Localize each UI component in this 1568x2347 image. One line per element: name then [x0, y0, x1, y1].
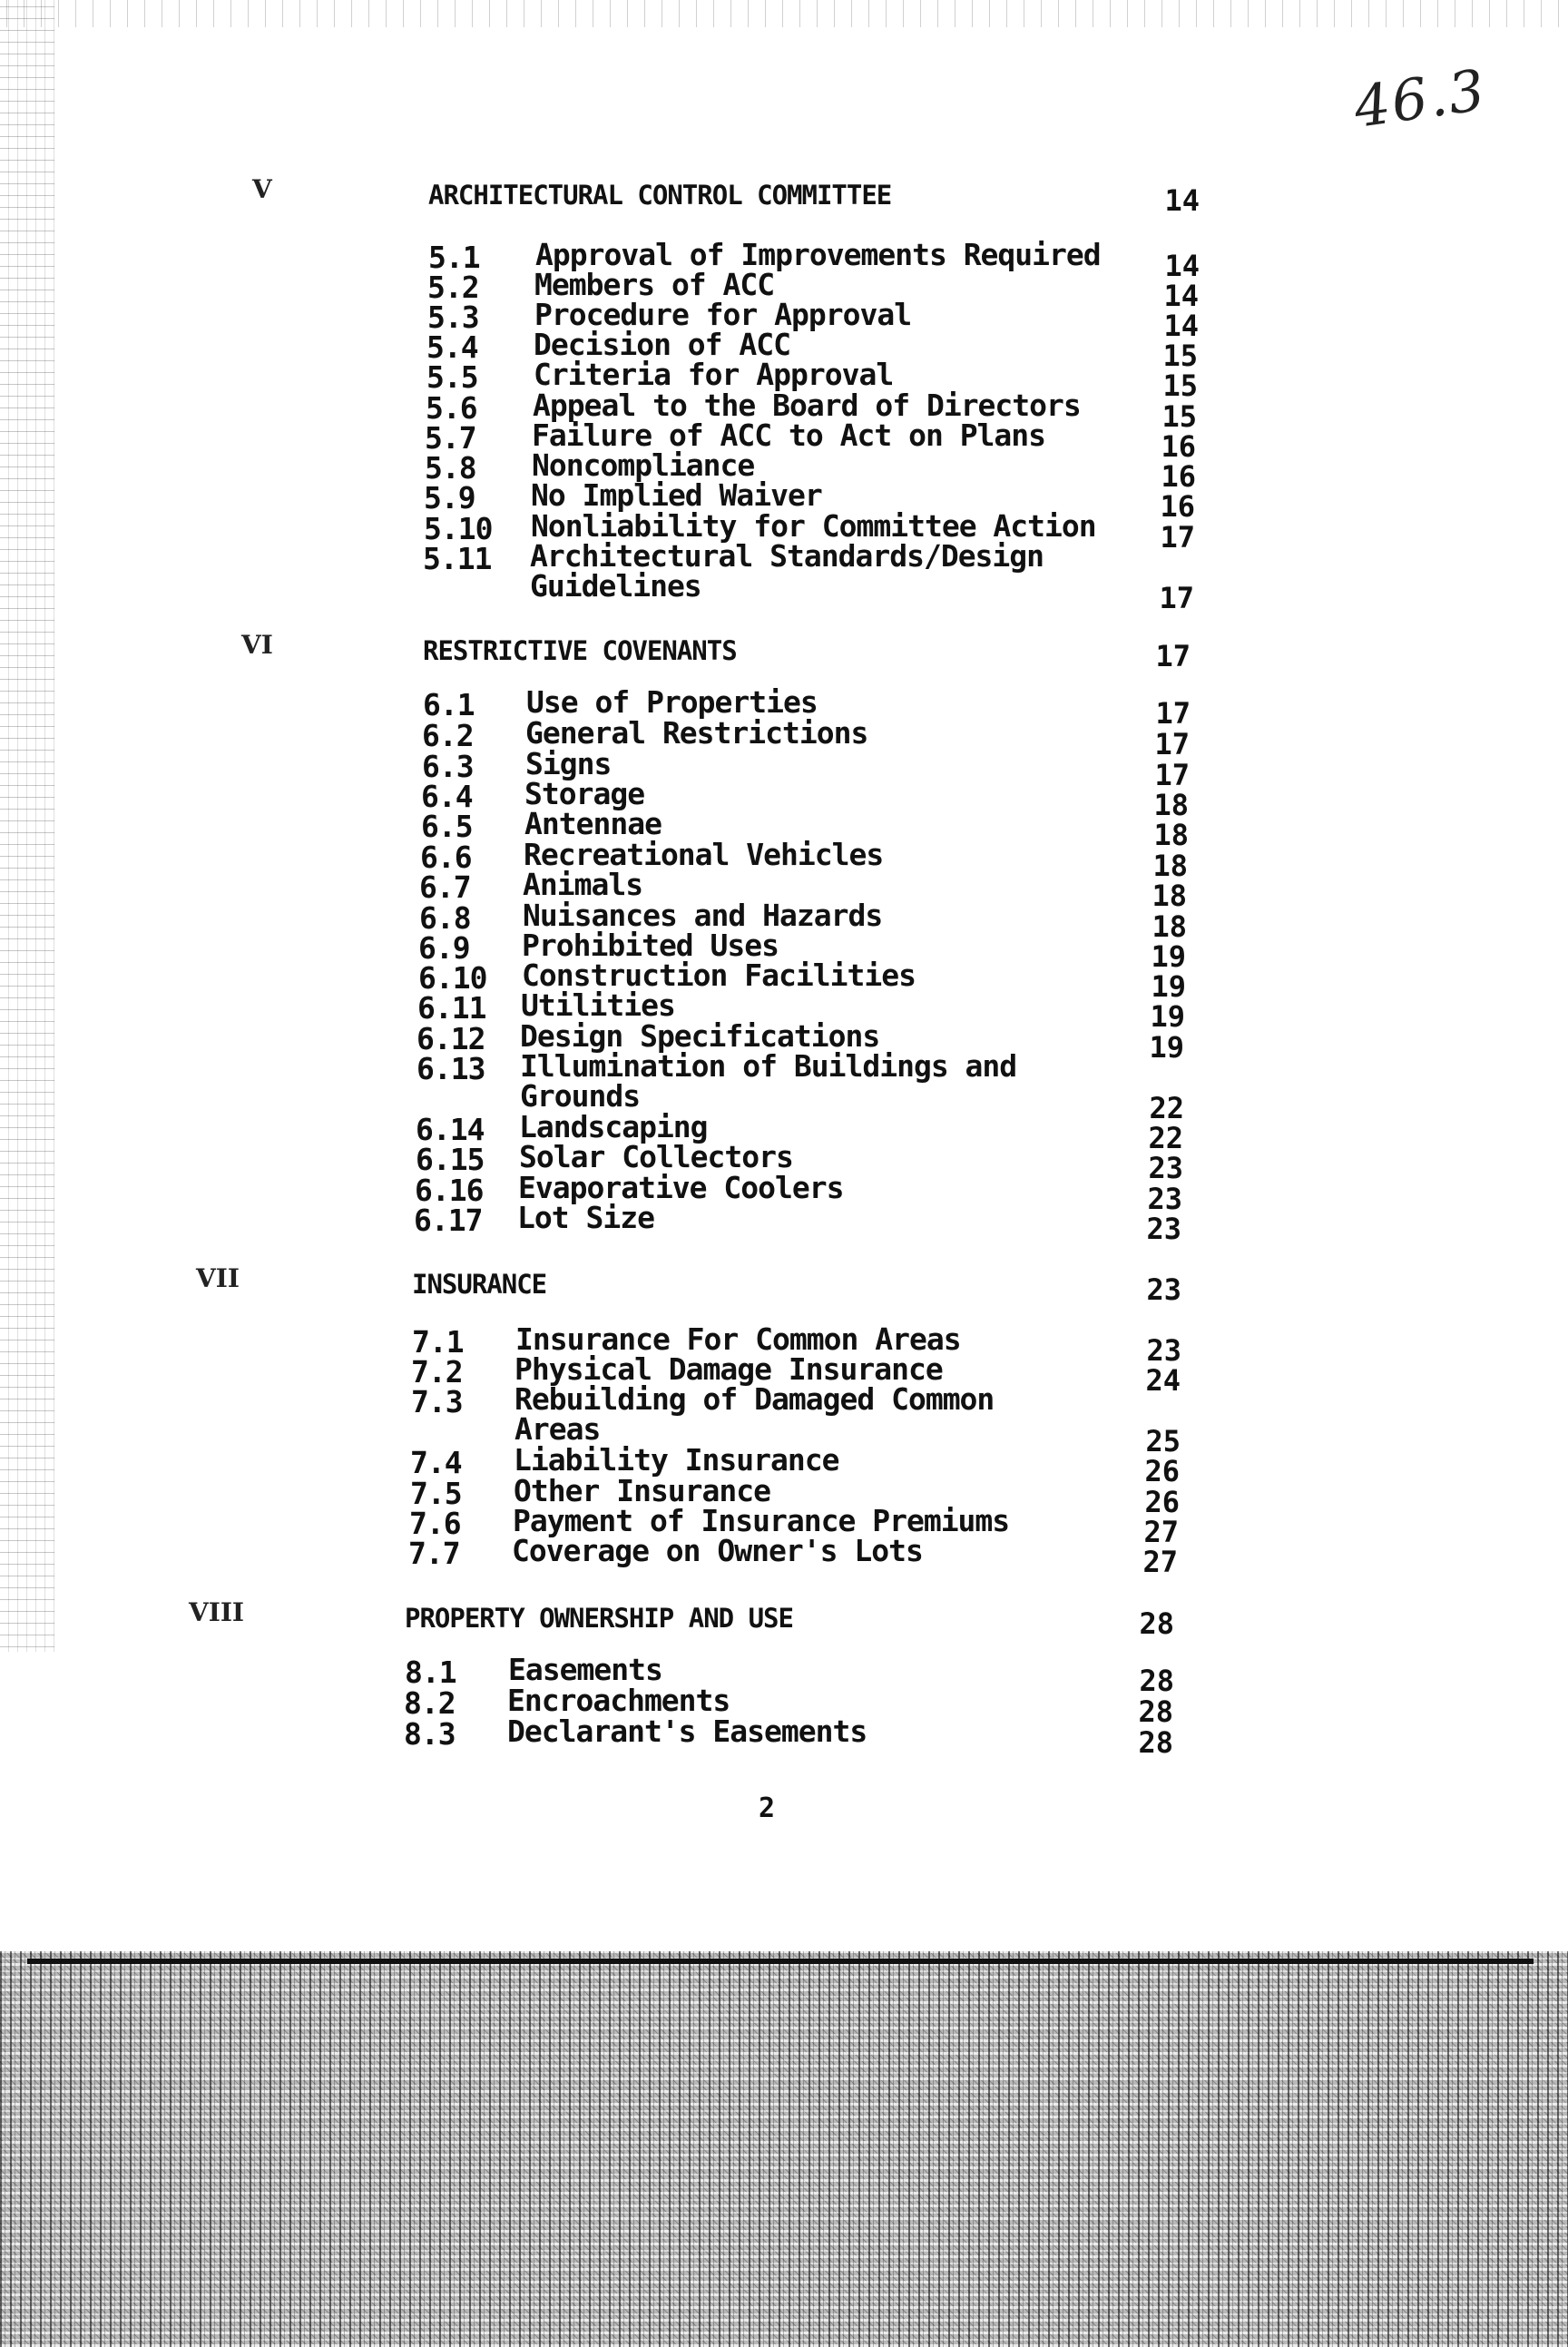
section-title — [513, 1503, 1010, 1538]
section-title — [520, 1018, 880, 1054]
section-number: 5.5 — [426, 359, 478, 395]
section-page-number: 18 — [1152, 849, 1188, 883]
section-page-number: 19 — [1150, 999, 1185, 1034]
section-page-number: 15 — [1162, 339, 1198, 373]
section-number: 6.16 — [415, 1173, 484, 1208]
section-page-number: 16 — [1160, 489, 1195, 524]
scan-top-artifact — [0, 0, 1568, 27]
section-title — [526, 684, 818, 720]
section-title-line: Lot Size — [517, 1200, 654, 1235]
section-title — [531, 508, 1096, 544]
section-page-number: 17 — [1155, 696, 1191, 731]
section-title-line: Utilities — [521, 987, 675, 1023]
section-number: 6.8 — [419, 900, 471, 936]
section-page-number: 15 — [1162, 368, 1198, 403]
section-title — [534, 327, 791, 362]
section-title — [507, 1683, 730, 1718]
section-number: 7.1 — [412, 1324, 464, 1360]
section-title-line: Decision of ACC — [534, 327, 791, 362]
section-title — [514, 1381, 995, 1447]
section-page-number: 14 — [1163, 279, 1199, 313]
section-title — [533, 388, 1081, 423]
section-title — [520, 1048, 1017, 1114]
article-page-number: 17 — [1155, 639, 1191, 673]
section-number: 6.9 — [418, 930, 470, 966]
section-title — [532, 447, 755, 483]
section-title — [522, 957, 916, 993]
section-title-line: Evaporative Coolers — [518, 1170, 844, 1205]
section-page-number: 26 — [1144, 1454, 1180, 1488]
section-title — [515, 1321, 961, 1357]
section-number: 6.7 — [419, 869, 471, 905]
section-title — [518, 1170, 844, 1205]
scan-left-artifact — [0, 0, 54, 1652]
section-number: 6.4 — [421, 779, 473, 814]
section-title-line: Antennae — [524, 806, 662, 841]
section-page-number: 28 — [1138, 1694, 1173, 1729]
section-number: 6.11 — [417, 990, 486, 1026]
section-title — [507, 1714, 867, 1749]
section-title-line: Criteria for Approval — [534, 357, 894, 392]
section-page-number: 18 — [1153, 818, 1189, 852]
section-title — [522, 928, 779, 963]
section-title-line: Solar Collectors — [519, 1139, 793, 1174]
section-title-line: Insurance For Common Areas — [515, 1321, 961, 1357]
section-title — [534, 267, 775, 302]
page-number: 2 — [759, 1792, 776, 1824]
section-title-line: Noncompliance — [532, 447, 755, 483]
article-number: VI — [241, 630, 273, 660]
section-page-number: 23 — [1146, 1212, 1181, 1246]
article-page-number: 28 — [1139, 1606, 1174, 1641]
section-number: 6.2 — [422, 718, 474, 753]
section-number: 6.10 — [418, 960, 487, 996]
section-title-line: Signs — [525, 746, 612, 781]
section-title — [532, 417, 1046, 453]
section-title-line: Other Insurance — [514, 1473, 771, 1508]
section-title — [519, 1139, 793, 1174]
section-title-line: Rebuilding of Damaged Common — [514, 1381, 995, 1417]
section-number: 5.4 — [426, 329, 478, 365]
section-number: 6.17 — [414, 1203, 483, 1238]
section-title-line: Encroachments — [507, 1683, 730, 1718]
section-number: 5.8 — [425, 450, 476, 486]
article-number: VII — [196, 1263, 240, 1293]
section-title — [521, 987, 675, 1023]
section-title — [525, 715, 868, 751]
section-number: 7.2 — [411, 1354, 463, 1390]
section-title — [534, 297, 912, 332]
section-title-line: Use of Properties — [526, 684, 818, 720]
section-page-number: 28 — [1139, 1664, 1174, 1698]
section-page-number: 17 — [1160, 520, 1195, 555]
section-title — [525, 746, 612, 781]
section-title-line: Nonliability for Committee Action — [531, 508, 1096, 544]
section-title-line: Appeal to the Board of Directors — [533, 388, 1081, 423]
section-page-number: 18 — [1152, 909, 1187, 944]
section-title-line: Procedure for Approval — [534, 297, 912, 332]
section-page-number: 16 — [1161, 429, 1196, 464]
article-title: RESTRICTIVE COVENANTS — [423, 635, 737, 666]
section-number: 5.1 — [428, 240, 480, 275]
section-number: 7.3 — [411, 1384, 463, 1419]
section-page-number: 28 — [1138, 1725, 1173, 1760]
section-page-number: 19 — [1151, 939, 1186, 974]
section-title — [524, 776, 645, 811]
section-page-number: 25 — [1145, 1424, 1181, 1458]
section-title-continuation: Guidelines — [530, 568, 701, 604]
section-page-number: 19 — [1149, 1030, 1184, 1065]
section-number: 6.15 — [416, 1142, 485, 1177]
section-title — [524, 806, 662, 841]
section-title-line: Easements — [508, 1652, 662, 1687]
section-page-number: 15 — [1161, 399, 1197, 434]
section-title — [512, 1533, 923, 1568]
section-number: 6.5 — [421, 809, 473, 844]
section-page-number: 27 — [1143, 1515, 1179, 1549]
section-number: 8.1 — [405, 1655, 456, 1690]
section-number: 7.4 — [410, 1445, 462, 1480]
section-number: 5.6 — [426, 390, 477, 426]
handwritten-note: 46.3 — [1349, 56, 1491, 141]
section-page-number: 18 — [1152, 879, 1187, 913]
section-number: 6.13 — [416, 1051, 485, 1086]
section-title-line: Liability Insurance — [514, 1442, 839, 1478]
section-page-number: 22 — [1148, 1121, 1183, 1155]
section-page-number: 17 — [1154, 727, 1190, 761]
section-title-line: No Implied Waiver — [531, 477, 822, 513]
section-title-line: Nuisances and Hazards — [523, 898, 883, 933]
section-title — [514, 1473, 771, 1508]
section-title — [517, 1200, 654, 1235]
article-number: V — [252, 174, 272, 204]
section-title — [530, 538, 1044, 604]
section-title-line: Animals — [523, 867, 643, 902]
article-title: INSURANCE — [412, 1269, 547, 1300]
section-title-line: Payment of Insurance Premiums — [513, 1503, 1010, 1538]
section-page-number: 18 — [1153, 788, 1189, 822]
section-number: 7.6 — [409, 1506, 461, 1541]
section-page-number: 23 — [1146, 1333, 1181, 1368]
section-number: 5.3 — [427, 300, 479, 335]
section-number: 7.7 — [408, 1536, 460, 1571]
article-page-number: 23 — [1146, 1272, 1181, 1307]
section-title — [535, 237, 1101, 272]
section-number: 6.14 — [416, 1112, 485, 1147]
section-page-number: 17 — [1159, 581, 1194, 615]
section-page-number: 23 — [1147, 1182, 1182, 1216]
section-page-number: 23 — [1148, 1151, 1183, 1185]
article-title: ARCHITECTURAL CONTROL COMMITTEE — [428, 180, 892, 211]
section-title-line: Declarant's Easements — [507, 1714, 867, 1749]
section-number: 5.11 — [423, 541, 492, 576]
section-number: 6.3 — [422, 749, 474, 784]
section-number: 6.12 — [416, 1021, 485, 1056]
article-page-number: 14 — [1164, 183, 1200, 218]
section-title-line: Landscaping — [519, 1109, 708, 1144]
section-title-line: Design Specifications — [520, 1018, 880, 1054]
scan-noise-area — [0, 1951, 1568, 2347]
section-page-number: 24 — [1145, 1363, 1181, 1398]
section-number: 5.9 — [424, 480, 475, 516]
section-title — [508, 1652, 662, 1687]
section-title — [523, 898, 883, 933]
section-title — [514, 1442, 839, 1478]
section-title-line: Recreational Vehicles — [524, 837, 884, 872]
section-number: 8.2 — [404, 1685, 456, 1721]
section-title-line: Storage — [524, 776, 645, 811]
section-title-line: Failure of ACC to Act on Plans — [532, 417, 1046, 453]
section-page-number: 19 — [1151, 969, 1186, 1004]
section-number: 6.1 — [423, 687, 475, 722]
section-title-line: Approval of Improvements Required — [535, 237, 1101, 272]
section-title-line: Members of ACC — [534, 267, 775, 302]
section-number: 5.7 — [425, 420, 476, 456]
section-page-number: 17 — [1154, 758, 1190, 792]
section-title-line: Prohibited Uses — [522, 928, 779, 963]
section-title-line: Physical Damage Insurance — [514, 1351, 943, 1387]
section-title — [519, 1109, 708, 1144]
section-title — [534, 357, 894, 392]
section-title-line: Construction Facilities — [522, 957, 916, 993]
section-page-number: 14 — [1163, 309, 1199, 343]
section-number: 7.5 — [410, 1476, 462, 1511]
section-title — [523, 867, 643, 902]
section-number: 5.10 — [424, 511, 493, 546]
section-page-number: 16 — [1161, 459, 1196, 494]
section-page-number: 26 — [1144, 1485, 1180, 1519]
section-title-line: General Restrictions — [525, 715, 868, 751]
article-number: VIII — [189, 1597, 245, 1627]
section-number: 8.3 — [404, 1716, 456, 1752]
section-number: 6.6 — [420, 840, 472, 875]
section-title-continuation: Grounds — [520, 1078, 641, 1114]
section-title-continuation: Areas — [514, 1411, 601, 1447]
section-title — [514, 1351, 943, 1387]
section-number: 5.2 — [427, 270, 479, 305]
section-title — [531, 477, 822, 513]
section-title-line: Illumination of Buildings and — [520, 1048, 1017, 1084]
section-page-number: 22 — [1149, 1091, 1184, 1125]
article-title: PROPERTY OWNERSHIP AND USE — [405, 1603, 793, 1634]
section-title-line: Coverage on Owner's Lots — [512, 1533, 923, 1568]
section-title-line: Architectural Standards/Design — [530, 538, 1044, 574]
section-title — [524, 837, 884, 872]
scan-edge-line — [27, 1959, 1534, 1964]
section-page-number: 14 — [1164, 249, 1200, 283]
section-page-number: 27 — [1142, 1545, 1178, 1579]
